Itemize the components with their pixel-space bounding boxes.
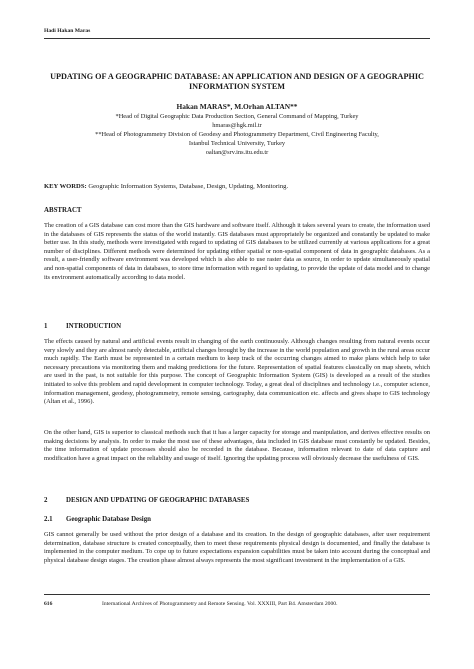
affiliation-line-3: Istanbul Technical University, Turkey [188, 140, 286, 147]
affiliation-email-2: oaltan@srv.ins.itu.edu.tr [205, 149, 269, 156]
footer-source: International Archives of Photogrammetry and Remote Sensing. Vol. XXXIII, Part B4. Amsterdam 2000. [102, 601, 338, 607]
affiliation-line-2: **Head of Photogrammetry Division of Geodesy and Photogrammetry Department, Civil Engineering Faculty, [95, 131, 379, 138]
section-1-heading [44, 323, 121, 330]
section-1-paragraph-2: On the other hand, GIS is superior to classical methods such that it has a larger capacity for storage and manipulation, and derives effective results on making decisions by analysis. In order to make the most use of these advantages, data included in GIS database must constantly be updated. Besides, the time information of update processes should also be recorded in the database. Because, information relevant to date of data capture and modification have a great impact on the reliability and usage of itself. Ignoring the updating process will obviously decrease the usefulness of GIS. [44, 429, 430, 462]
page-number: 616 [44, 601, 53, 607]
running-head: Hadi Hakan Maras [44, 28, 91, 34]
section-1-number: 1 [44, 323, 48, 330]
keywords-text: Geographic Information Systems, Database, Design, Updating, Monitoring. [86, 183, 289, 190]
section-2-number: 2 [44, 497, 48, 504]
section-1-paragraph-1: The effects caused by natural and artificial events result in changing of the earth continuously. Although changes resulting from natural events occur very slowly and they are almost rarely detectable, artificial changes brought by the increase in the world population and growth in the rural areas occur much rapidly. The Earth must be represented in a certain medium to keep track of the occurring changes aimed to make plans which help to take necessary precautions via monitoring them and making predictions for the future. Representation of spatial features classically on map sheets, which are used in the past, is not suitable for this purpose. The concept of Geographic Information System (GIS) is developed as a result of the studies initiated to solve this problem and rapid development in computer technology. Today, a great deal of disciplines and technology i.e., computer science, information management, geodesy, photogrammetry, remote sensing, cartography, data communication etc. affects and gives shape to GIS technology (Altan et al., 1996). [44, 338, 430, 406]
abstract-heading: ABSTRACT [44, 207, 82, 214]
header-rule [44, 38, 430, 39]
keywords-label: KEY WORDS: [44, 183, 87, 190]
section-2-heading [44, 497, 249, 504]
section-1-title: INTRODUCTION [66, 323, 122, 330]
subsection-2-1-title: Geographic Database Design [66, 516, 151, 523]
keywords [44, 183, 430, 190]
subsection-2-1-heading [44, 516, 151, 523]
section-2-paragraph: GIS cannot generally be used without the prior design of a database and its creation. In the design of geographic databases, after user requirement determination, database structure is created conceptually, then to meet these requirements physical design is documented, and finally the database is implemented in the computer medium. To cope up to future expectations expansion capabilities must be taken into account during the conceptual and physical database design stages. The creation phase almost always represents the most significant investment in the implementation of a GIS. [44, 531, 430, 564]
paper-authors: Hakan MARAS*, M.Orhan ALTAN** [176, 102, 298, 111]
abstract-text: The creation of a GIS database can cost more than the GIS hardware and software itself. Although it takes several years to create, the information used in the databases of GIS represents the status of the world instantly. GIS databases must appropriately be organized and constantly be updated to make better use. In this study, methods were investigated with regard to updating of GIS databases to be utilized currently at various applications for a great number of disciplines. Different methods were determined for updating either spatial or non-spatial component of data in geographic databases. As a result, a user-friendly software environment was developed which is also able to use raster data as source, in order to update simultaneously spatial and non-spatial components of data in databases, to store time information with regard to updating, to provide the update of data model and to change its environment automatically according to data model. [44, 222, 430, 281]
paper-title: UPDATING OF A GEOGRAPHIC DATABASE: AN APPLICATION AND DESIGN OF A GEOGRAPHIC INFORMATION SYSTEM [50, 72, 424, 91]
subsection-2-1-number: 2.1 [44, 516, 53, 523]
affiliation-email-1: hmaras@hgk.mil.tr [212, 122, 262, 129]
affiliation-line-1: *Head of Digital Geographic Data Production Section, General Command of Mapping, Turkey [115, 113, 359, 120]
footer-rule [44, 594, 430, 595]
section-2-title: DESIGN AND UPDATING OF GEOGRAPHIC DATABASES [66, 497, 250, 504]
